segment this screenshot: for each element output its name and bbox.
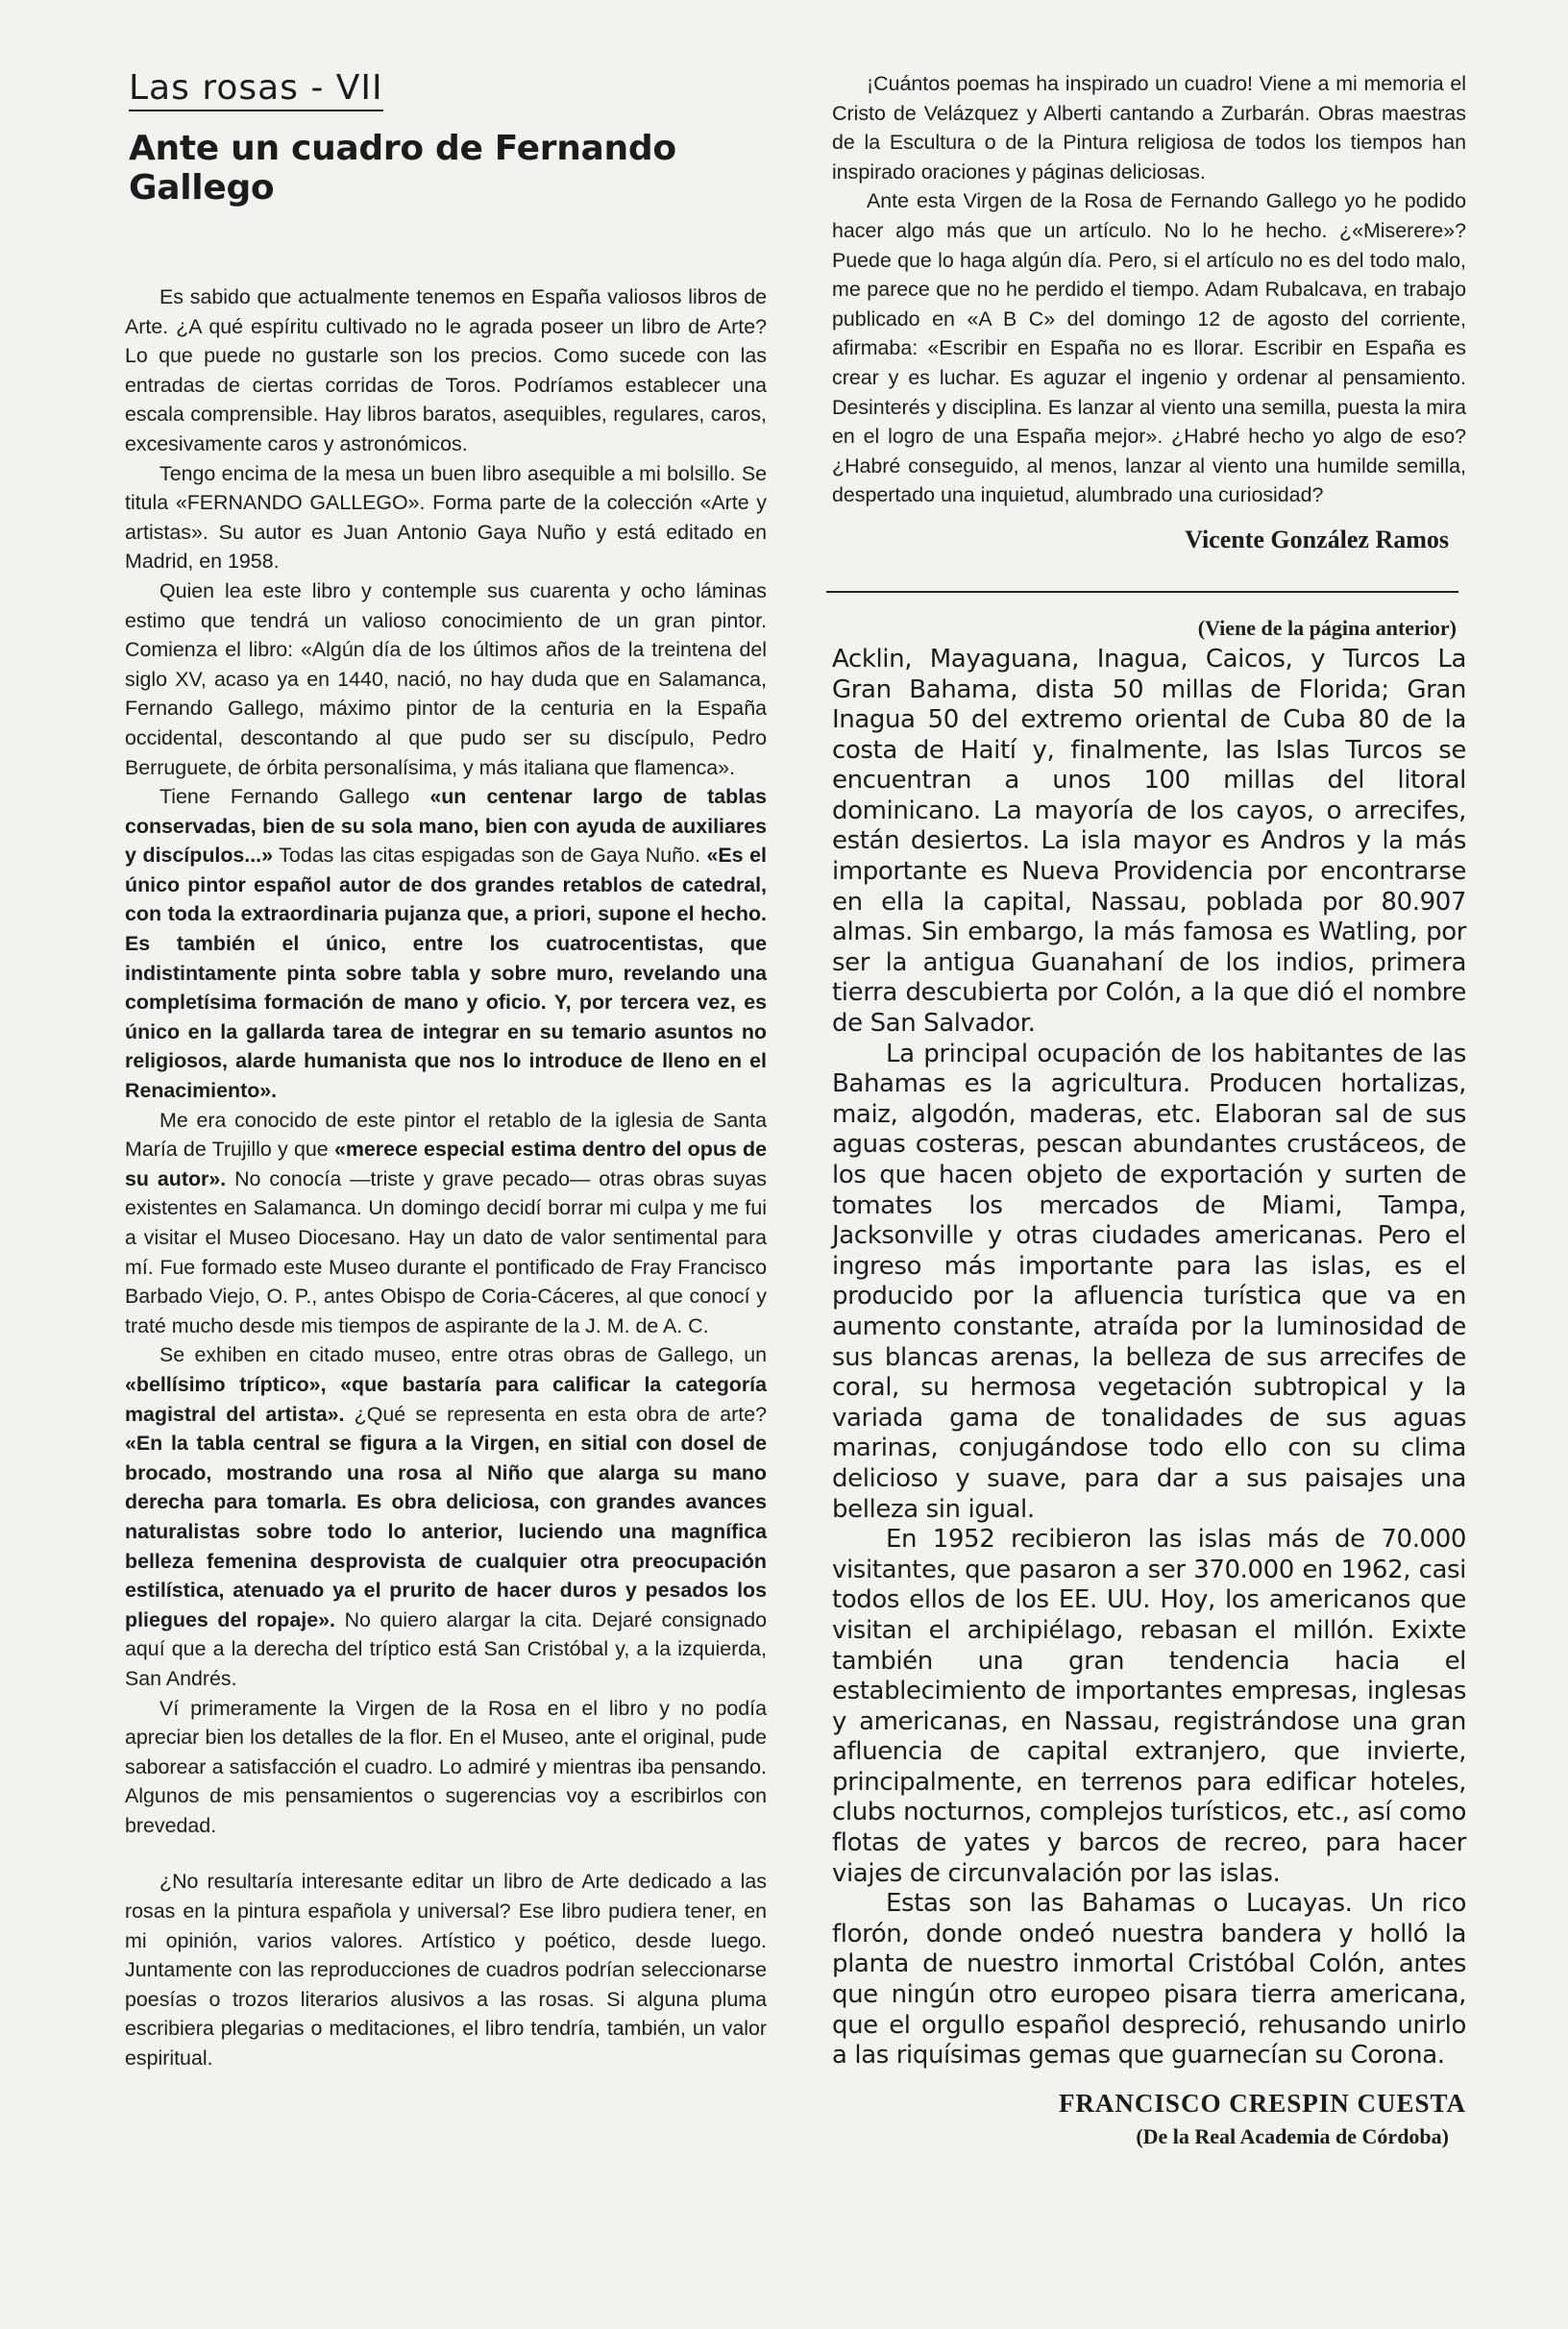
author-affiliation: (De la Real Academia de Córdoba): [1136, 2123, 1449, 2148]
paragraph-9: ¡Cuántos poemas ha inspirado un cuadro! Viene a mi memoria el Cristo de Velázquez y Alberti cantando a Zurbarán. Obras maestras de la Escultura o de la Pintura religiosa de todos los tiempos han inspirado oraciones y páginas deliciosas.: [832, 72, 1466, 184]
bahamas-paragraph-2: La principal ocupación de los habitantes de las Bahamas es la agricultura. Producen hortalizas, maiz, algodón, maderas, etc. Elaboran sal de sus aguas costeras, pescan abundantes crustáceos, de los que hacen objeto de exportación y surten de tomates los mercados de Miami, Tampa, Jacksonville y otras ciudades americanas. Pero el ingreso más importante para las islas, es el producido por la afluencia turística que va en aumento constante, atraída por la luminosidad de sus blancas arenas, la belleza de sus arrecifes de coral, su hermosa vegetación subtropical y la variada gama de tonalidades de sus aguas marinas, conjugándose todo ello con su clima delicioso y suave, para dar a sus paisajes una belleza sin igual.: [832, 1039, 1466, 1524]
bold-quote: «merece especial estima dentro del opus de su autor».: [125, 1138, 767, 1190]
bold-quote: «un centenar largo de tablas conservadas, bien de su sola mano, bien con ayuda de auxiliares y discípulos...»: [125, 785, 767, 868]
continued-from-note: (Viene de la página anterior): [1197, 615, 1457, 640]
text-run: ¿Qué se representa en esta obra de arte?: [344, 1402, 768, 1426]
article-headline: Ante un cuadro de Fernando Gallego: [129, 129, 676, 208]
text-run: No conocía —triste y grave pecado— otras obras suyas existentes en Salamanca. Un domingo decidí borrar mi culpa y me fui a visitar el Museo Diocesano. Hay un dato de valor sentimental para mí. Fue formado este Museo durante el pontificado de Fray Francisco Barbado Viejo, O. P., antes Obispo de Coria-Cáceres, al que conocí y traté mucho desde mis tiempos de aspirante de la J. M. de A. C.: [125, 1166, 767, 1337]
paragraph-8: ¿No resultaría interesante editar un libro de Arte dedicado a las rosas en la pintura española y universal? Ese libro pudiera tener, en mi opinión, varios valores. Artístico y poético, desde luego. Juntamente con las reproducciones de cuadros podrían seleccionarse poesías o trozos literarios alusivos a las rosas. Si alguna pluma escribiera plegarias o meditaciones, el libro tendría, también, un valor espiritual.: [125, 1870, 767, 2071]
paragraph-7: Ví primeramente la Virgen de la Rosa en el libro y no podía apreciar bien los detalles de la flor. En el Museo, ante el original, pude saborear a satisfacción el cuadro. Lo admiré y mientras iba pensando. Algunos de mis pensamientos o sugerencias voy a escribirlos con brevedad.: [125, 1696, 767, 1837]
article-continuation: [832, 69, 1466, 510]
paragraph-2: Tengo encima de la mesa un buen libro asequible a mi bolsillo. Se titula «FERNANDO GALLEGO». Forma parte de la colección «Arte y artistas». Su autor es Juan Antonio Gaya Nuño y está editado en Madrid, en 1958.: [125, 461, 767, 574]
author-name: FRANCISCO CRESPIN CUESTA: [1058, 2088, 1466, 2118]
bahamas-paragraph-3: En 1952 recibieron las islas más de 70.000 visitantes, que pasaron a ser 370.000 en 1962, casi todos ellos de los EE. UU. Hoy, los americanos que visitan el archipiélago, rebasan el millón. Exixte también una gran tendencia hacia el establecimiento de importantes empresas, inglesas y americanas, en Nassau, registrándose una gran afluencia de capital extranjero, que invierte, principalmente, en terrenos para edificar hoteles, clubs nocturnos, complejos turísticos, etc., así como flotas de yates y barcos de recreo, para hacer viajes de circunvalación por las islas.: [832, 1525, 1466, 1888]
paragraph-3: Quien lea este libro y contemple sus cuarenta y ocho láminas estimo que tendrá un valioso conocimiento de un gran pintor. Comienza el libro: «Algún día de los últimos años de la treintena del siglo XV, acaso ya en 1440, nació, no hay duda que en Salamanca, Fernando Gallego, máximo pintor de la centuria en la España occidental, descontando al que pudo ser su discípulo, Pedro Berruguete, de órbita personalísima, y más italiana que flamenca».: [125, 578, 767, 779]
bahamas-paragraph-4: Estas son las Bahamas o Lucayas. Un rico florón, donde ondeó nuestra bandera y holló la planta de nuestro inmortal Cristóbal Colón, antes que ningún otro europeo pisara tierra americana, que el orgullo español despreció, rehusando unirlo a las riquísimas gemas que guarnecían su Corona.: [832, 1889, 1466, 2071]
text-run: No quiero alargar la cita. Dejaré consignado aquí que a la derecha del tríptico está San Cristóbal y, a la izquierda, San Andrés.: [125, 1607, 767, 1690]
bahamas-paragraph-1: Acklin, Mayaguana, Inagua, Caicos, y Turcos La Gran Bahama, dista 50 millas de Florida; Gran Inagua 50 del extremo oriental de Cuba 80 de la costa de Haití y, finalmente, las Islas Turcos se encuentran a unos 100 millas del litoral dominicano. La mayoría de los cayos, o arrecifes, están desiertos. La isla mayor es Andros y la más importante es Nueva Providencia por encontrarse en ella la capital, Nassau, poblada por 80.907 almas. Sin embargo, la más famosa es Watling, por ser la antigua Guanahaní de los indios, primera tierra descubierta por Colón, a la que dió el nombre de San Salvador.: [832, 644, 1466, 1039]
bold-quote: «En la tabla central se figura a la Virgen, en sitial con dosel de brocado, mostrando una rosa al Niño que alarga su mano derecha para tomarla. Es obra deliciosa, con grandes avances naturalistas sobre todo lo anterior, luciendo una magnífica belleza femenina desprovista de cualquier otra preocupación estilística, atenuado ya el prurito de hacer duros y pesados los pliegues del ropaje».: [125, 1432, 767, 1631]
text-run: Se exhiben en citado museo, entre otras obras de Gallego, un: [159, 1343, 767, 1367]
bahamas-article: [832, 645, 1466, 2072]
article-signature: Vicente González Ramos: [1185, 525, 1449, 553]
article-body: [125, 282, 767, 2073]
bold-quote: «Es el único pintor español autor de dos grandes retablos de catedral, con toda la extraordinaria pujanza que, a priori, supone el hecho. Es también el único, entre los cuatrocentistas, que indistintamente pinta sobre tabla y sobre muro, revelando una completísima formación de mano y oficio. Y, por tercera vez, es único en la gallarda tarea de integrar en su temario asuntos no religiosos, alarde humanista que nos lo introduce de lleno en el Renacimiento».: [125, 844, 768, 1103]
paragraph-5: [125, 1106, 767, 1341]
right-column: [832, 69, 1466, 2149]
series-title: Las rosas - VII: [129, 67, 383, 111]
bold-quote: «bellísimo tríptico», «que bastaría para calificar la categoría magistral del artista».: [125, 1372, 767, 1426]
section-divider: [826, 591, 1458, 593]
left-column: [125, 67, 767, 2073]
paragraph-4: [125, 782, 767, 1106]
text-run: Todas las citas espigadas son de Gaya Nuño.: [273, 844, 707, 868]
text-run: Tiene Fernando Gallego: [159, 785, 430, 809]
paragraph-10: Ante esta Virgen de la Rosa de Fernando Gallego yo he podido hacer algo más que un artículo. No lo he hecho. ¿«Miserere»? Puede que lo haga algún día. Pero, si el artículo no es del todo malo, me parece que no he perdido el tiempo. Adam Rubalcava, en trabajo publicado en «A B C» del domingo 12 de agosto del corriente, afirmaba: «Escribir en España no es llorar. Escribir en España es crear y es luchar. Es aguzar el ingenio y ordenar al pensamiento. Desinterés y disciplina. Es lanzar al viento una semilla, puesta la mira en el logro de una España mejor». ¿Habré hecho yo algo de eso? ¿Habré conseguido, al menos, lanzar al viento una humilde semilla, despertado una inquietud, alumbrado una curiosidad?: [832, 189, 1466, 507]
paragraph-1: Es sabido que actualmente tenemos en España valiosos libros de Arte. ¿A qué espíritu cultivado no le agrada poseer un libro de Arte? Lo que puede no gustarle son los precios. Como sucede con las entradas de ciertas corridas de Toros. Podríamos establecer una escala comprensible. Hay libros baratos, asequibles, regulares, caros, excesivamente caros y astronómicos.: [125, 285, 767, 455]
text-run: Me era conocido de este pintor el retablo de la iglesia de Santa María de Trujillo y que: [125, 1108, 767, 1162]
paragraph-gap: [125, 1840, 767, 1867]
paragraph-6: [125, 1340, 767, 1693]
